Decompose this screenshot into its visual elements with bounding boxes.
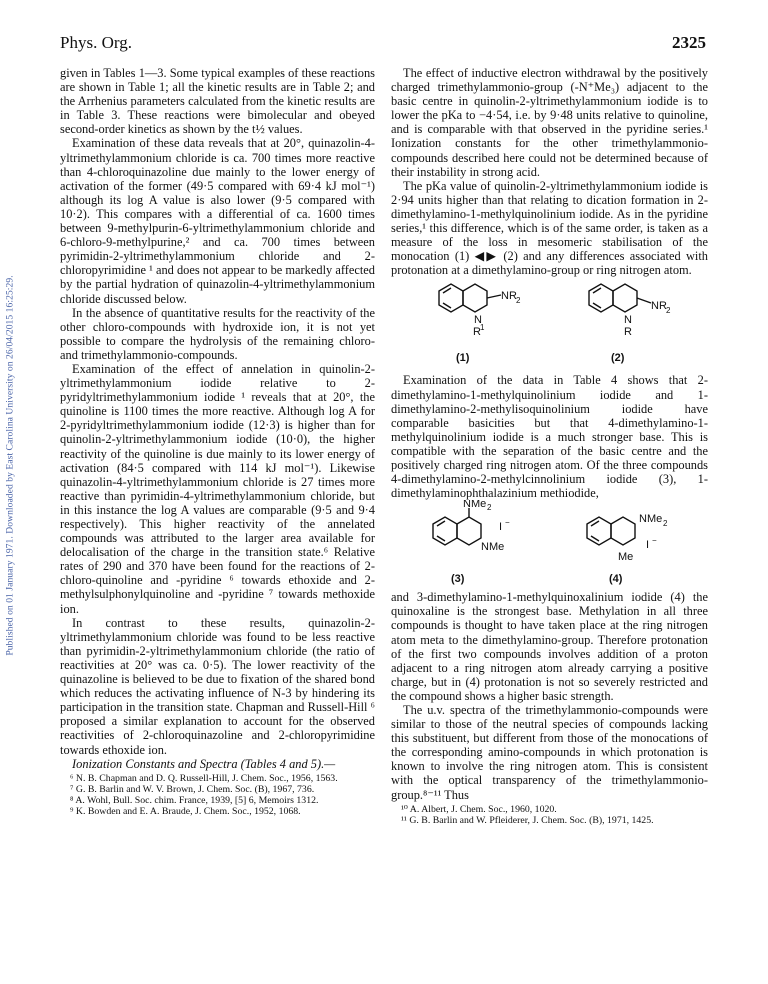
cinnolinium-quinoxalinium-structures-diagram xyxy=(391,500,708,574)
svg-text:I: I xyxy=(646,539,650,552)
page-number: 2325 xyxy=(672,33,706,52)
paragraph: given in Tables 1—3. Some typical examples of these reactions are shown in Table 1; all the kinetic results are in Table 2; and the Arrhenius parameters calculated from the kinetic results are in Table 3. These reactions were bimolecular and obeyed second-order kinetics as shown by the t½ values. xyxy=(60,66,375,137)
paragraph: In the absence of quantitative results for the reactivity of the other chloro-compounds with hydroxide ion, it is not yet possible to compare the hydrolysis of the remaining chloro- and trimethylammonio-compounds. xyxy=(60,305,375,362)
footnote: ¹⁰ A. Albert, J. Chem. Soc., 1960, 1020. xyxy=(401,803,557,815)
svg-text:NMe: NMe xyxy=(463,500,487,511)
footnote: ⁸ A. Wohl, Bull. Soc. chim. France, 1939, [5] 6, Memoirs 1312. xyxy=(70,795,319,807)
paragraph: Examination of the data in Table 4 shows that 2-dimethylamino-1-methylquinolinium iodide and 1-dimethylamino-2-methylisoquinolinium iodide have comparable basicities but that 4-dimethylamino-1-methylquinolinium iodide is a much stronger base. This is compatible with the separation of the basic centre and the positively charged ring nitrogen atom. Of the three compounds 4-dimethylamino-2-methylcinnolinium iodide (3), 1-dimethylaminophthalazinium methiodide, xyxy=(391,373,708,501)
paragraph: Examination of these data reveals that at 20°, quinazolin-4-yltrimethylammonium chloride is ca. 700 times more reactive than 4-chloroquinazoline due mainly to the lower energy of activation of the former (49·5 compared with 69·4 kJ mol⁻¹) although its log A value is also lower (9·5 compared with 10·2). This compares with a differential of ca. 1600 times between 9-methylpurin-6-yltrimethylammonium chloride and 6-chloro-9-methylpurine,² and ca. 700 times between pyrimidin-2-yltrimethylammonium chloride and 2-chloropyrimidine ¹ and does not appear to be markedly affected by the partial hydration of quinazolin-4-yltrimethylammonium chloride discussed below. xyxy=(60,136,375,306)
structure-label: (3) xyxy=(451,573,465,586)
svg-text:NR: NR xyxy=(651,300,667,313)
svg-text:−: − xyxy=(652,536,657,546)
paragraph: In contrast to these results, quinazolin-2-yltrimethylammonium chloride was found to be less reactive than pyrimidin-2-yltrimethylammonium chloride (the ratio of reactivities at 20° was ca. 0·5). The lower reactivity of the quinazoline is believed to be due to fixation of the shared bond which reduces the activating influence of N-3 by hindering its participation in the transition state. Chapman and Russell-Hill ⁶ proposed a similar explanation to account for the observed reactivities of 2-chloroquinazoline and 2-chloropyrimidine towards ethoxide ion. xyxy=(60,615,375,757)
paragraph: The u.v. spectra of the trimethylammonio-compounds were similar to those of the neutral species of compounds lacking this substituent, but different from those of the monocations of the corresponding amino-compounds in which protonation is known to involve the ring nitrogen atom. This is consistent with the optical transparency of the trimethylammonio-group.⁸⁻¹¹ Thus xyxy=(391,703,708,802)
svg-text:2: 2 xyxy=(663,519,668,529)
footnotes xyxy=(60,773,375,818)
journal-section-header: Phys. Org. xyxy=(60,33,132,52)
svg-text:R: R xyxy=(624,326,632,339)
left-column xyxy=(60,66,375,818)
right-column xyxy=(391,66,708,826)
paragraph: The pKa value of quinolin-2-yltrimethylammonium iodide is 2·94 units higher than that relating to dication formation in 2-dimethylamino-1-methylquinolinium iodide. As in the pyridine series,¹ this difference, which is of the same order, is taken as a measure of the loss in mesomeric stabilisation of the monocation (1) ◀▶ (2) and any differences associated with protonation at a dimethylamino-group or ring nitrogen atom. xyxy=(391,178,708,278)
svg-text:NR: NR xyxy=(501,290,517,303)
svg-text:NMe: NMe xyxy=(639,513,663,526)
structure-label: (4) xyxy=(609,573,623,586)
svg-text:I: I xyxy=(499,521,503,534)
section-heading: Ionization Constants and Spectra (Tables 4 and 5).— xyxy=(72,756,336,771)
paragraph: The effect of inductive electron withdrawal by the positively charged trimethylammonio-group (-N⁺Me₃) adjacent to the basic centre in quinolin-2-yltrimethylammonium iodide is to lower the pKa to −4·54, i.e. by 9·48 units relative to quinoline, and is comparable with that observed in the pyridine series.¹ Ionization constants for the other trimethylammonio-compounds described here could not be determined because of their instability in strong acid. xyxy=(391,66,708,179)
svg-text:2: 2 xyxy=(487,503,492,513)
footnote: ⁶ N. B. Chapman and D. Q. Russell-Hill, J. Chem. Soc., 1956, 1563. xyxy=(70,772,338,784)
svg-text:R: R xyxy=(473,326,481,339)
svg-text:NMe: NMe xyxy=(481,541,505,554)
structure-label: (2) xyxy=(611,352,625,365)
footnote: ¹¹ G. B. Barlin and W. Pfleiderer, J. Chem. Soc. (B), 1971, 1425. xyxy=(401,814,654,826)
structures-3-4 xyxy=(391,500,708,590)
svg-text:2: 2 xyxy=(666,306,671,316)
footnote: ⁹ K. Bowden and E. A. Braude, J. Chem. Soc., 1952, 1068. xyxy=(70,806,301,818)
svg-text:N: N xyxy=(474,314,482,327)
paragraph: and 3-dimethylamino-1-methylquinoxalinium iodide (4) the quinoxaline is the strongest base. Methylation in all three compounds is thought to have taken place at the ring nitrogen atom meta to the dimethylamino-group. Therefore protonation of the first two compounds involves addition of a proton adjacent to a ring nitrogen atom already carrying a positive charge, but in (4) protonation is not so severely restricted and the compound shows a higher basic strength. xyxy=(391,590,708,703)
footnote: ⁷ G. B. Barlin and W. V. Brown, J. Chem. Soc. (B), 1967, 736. xyxy=(70,783,315,795)
structure-label: (1) xyxy=(456,352,470,365)
footnotes xyxy=(391,804,708,826)
svg-text:N: N xyxy=(624,314,632,327)
download-watermark: Published on 01 January 1971. Downloaded by East Carolina University on 26/04/2015 16:25:29. xyxy=(4,275,16,656)
svg-text:−: − xyxy=(505,518,510,528)
quinolinium-structures-diagram xyxy=(391,277,708,357)
svg-text:Me: Me xyxy=(618,551,634,564)
paragraph: Examination of the effect of annelation in quinolin-2-yltrimethylammonium iodide relative to 2-pyridyltrimethylammonium iodide ¹ reveals that at 20°, the quinoline is 1100 times the more reactive. Although log A for 2-pyridyltrimethylammonium iodide (12·3) is higher than for quinolin-2-yltrimethylammonium iodide (10·0), the higher reactivity of the quinoline is due mainly to its lower energy of activation (84·5 compared with 114 kJ mol⁻¹). Likewise quinazolin-4-yltrimethylammonium chloride is 27 times more reactive than pyrimidin-4-yltrimethylammonium chloride, but in this instance the log A values are comparable (9·5 and 9·4 respectively). This higher reactivity of the annelated compounds was attributed to the larger area available for delocalisation of the charge in the transition state.⁶ Relative rates of 290 and 370 have been found for the reactions of 2-chloro-quinoline and -pyridine ⁶ towards ethoxide and 2-methylsulphonylquinoline and -pyridine ⁷ towards methoxide ion. xyxy=(60,361,375,616)
svg-text:1: 1 xyxy=(480,323,485,333)
svg-text:2: 2 xyxy=(516,296,521,306)
structures-1-2 xyxy=(391,277,708,373)
